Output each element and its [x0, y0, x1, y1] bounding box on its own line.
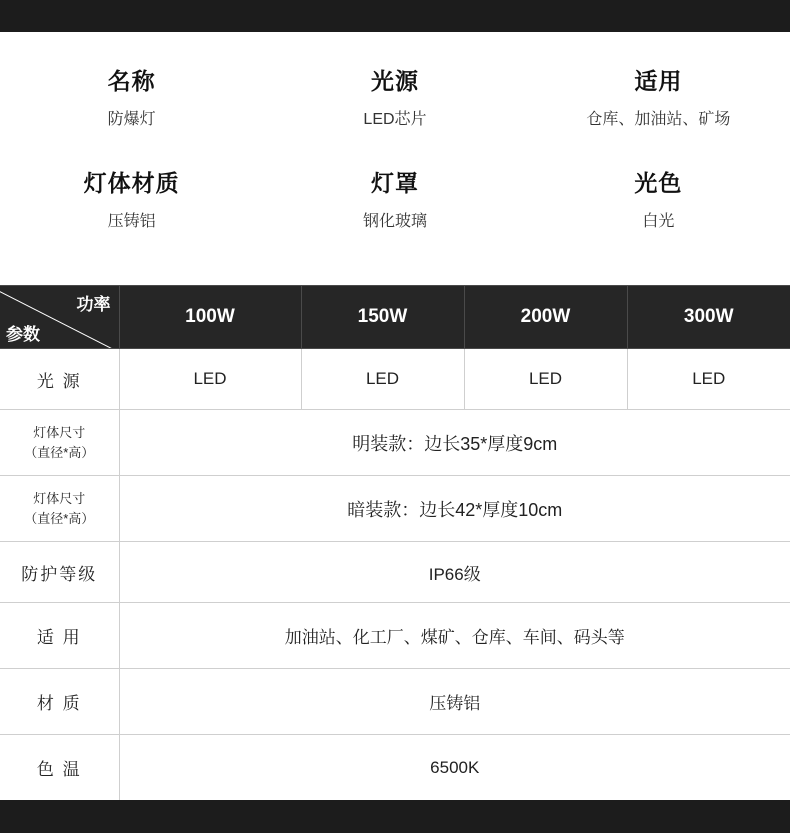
corner-param-label: 参数: [6, 325, 40, 344]
table-row: [0, 410, 790, 476]
cell-light-source-150w: LED: [301, 349, 464, 410]
highlight-item-light-source: [263, 32, 526, 128]
highlight-title: 灯罩: [370, 170, 419, 196]
specification-table: [0, 285, 790, 801]
table-row: [0, 542, 790, 603]
table-row: [0, 349, 790, 410]
highlight-subtitle: 仓库、加油站、矿场: [586, 111, 731, 128]
cell-material: 压铸铝: [119, 669, 790, 735]
row-label-light-source: 光 源: [0, 349, 119, 410]
table-column-header-150w: 150W: [301, 286, 464, 349]
row-label-line-1: 灯体尺寸: [33, 491, 86, 506]
table-header-row: [0, 286, 790, 349]
highlight-title: 名称: [107, 68, 156, 94]
highlight-title: 灯体材质: [83, 170, 180, 196]
cell-body-size-surface: 明装款：边长35*厚度9cm: [119, 410, 790, 476]
row-label-line-2: （直径*高）: [24, 510, 95, 526]
top-divider-bar: [0, 0, 790, 32]
cell-body-size-recessed: 暗装款：边长42*厚度10cm: [119, 476, 790, 542]
table-row: [0, 669, 790, 735]
cell-light-source-300w: LED: [627, 349, 790, 410]
highlight-item-shade: [263, 128, 526, 230]
row-label-protection-grade: 防护等级: [0, 542, 119, 603]
row-label-line-2: （直径*高）: [24, 444, 95, 460]
bottom-divider-bar: [0, 800, 790, 833]
highlight-section: [0, 32, 790, 230]
cell-protection-grade: IP66级: [119, 542, 790, 603]
highlight-row: [0, 32, 790, 128]
table-corner-cell: [0, 286, 119, 349]
highlight-subtitle: 钢化玻璃: [362, 213, 427, 230]
highlight-subtitle: LED芯片: [363, 111, 427, 128]
highlight-subtitle: 白光: [642, 213, 675, 230]
highlight-item-light-color: [527, 128, 790, 230]
row-label-body-size-surface: [0, 410, 119, 476]
highlight-title: 光源: [370, 68, 419, 94]
highlight-item-body-material: [0, 128, 263, 230]
highlight-title: 光色: [634, 170, 683, 196]
highlight-title: 适用: [634, 68, 683, 94]
table-row: [0, 476, 790, 542]
table-column-header-300w: 300W: [627, 286, 790, 349]
table-row: [0, 603, 790, 669]
highlight-subtitle: 压铸铝: [107, 213, 156, 230]
row-label-body-size-recessed: [0, 476, 119, 542]
corner-power-label: 功率: [76, 295, 111, 314]
highlight-item-name: [0, 32, 263, 128]
cell-application: 加油站、化工厂、煤矿、仓库、车间、码头等: [119, 603, 790, 669]
row-label-color-temperature: 色 温: [0, 735, 119, 801]
cell-color-temperature: 6500K: [119, 735, 790, 801]
table-column-header-100w: 100W: [119, 286, 301, 349]
row-label-material: 材 质: [0, 669, 119, 735]
highlight-subtitle: 防爆灯: [107, 111, 156, 128]
row-label-application: 适 用: [0, 603, 119, 669]
highlight-item-application: [527, 32, 790, 128]
cell-light-source-100w: LED: [119, 349, 301, 410]
table-row: [0, 735, 790, 801]
row-label-line-1: 灯体尺寸: [33, 425, 86, 440]
highlight-row: [0, 128, 790, 230]
table-column-header-200w: 200W: [464, 286, 627, 349]
cell-light-source-200w: LED: [464, 349, 627, 410]
